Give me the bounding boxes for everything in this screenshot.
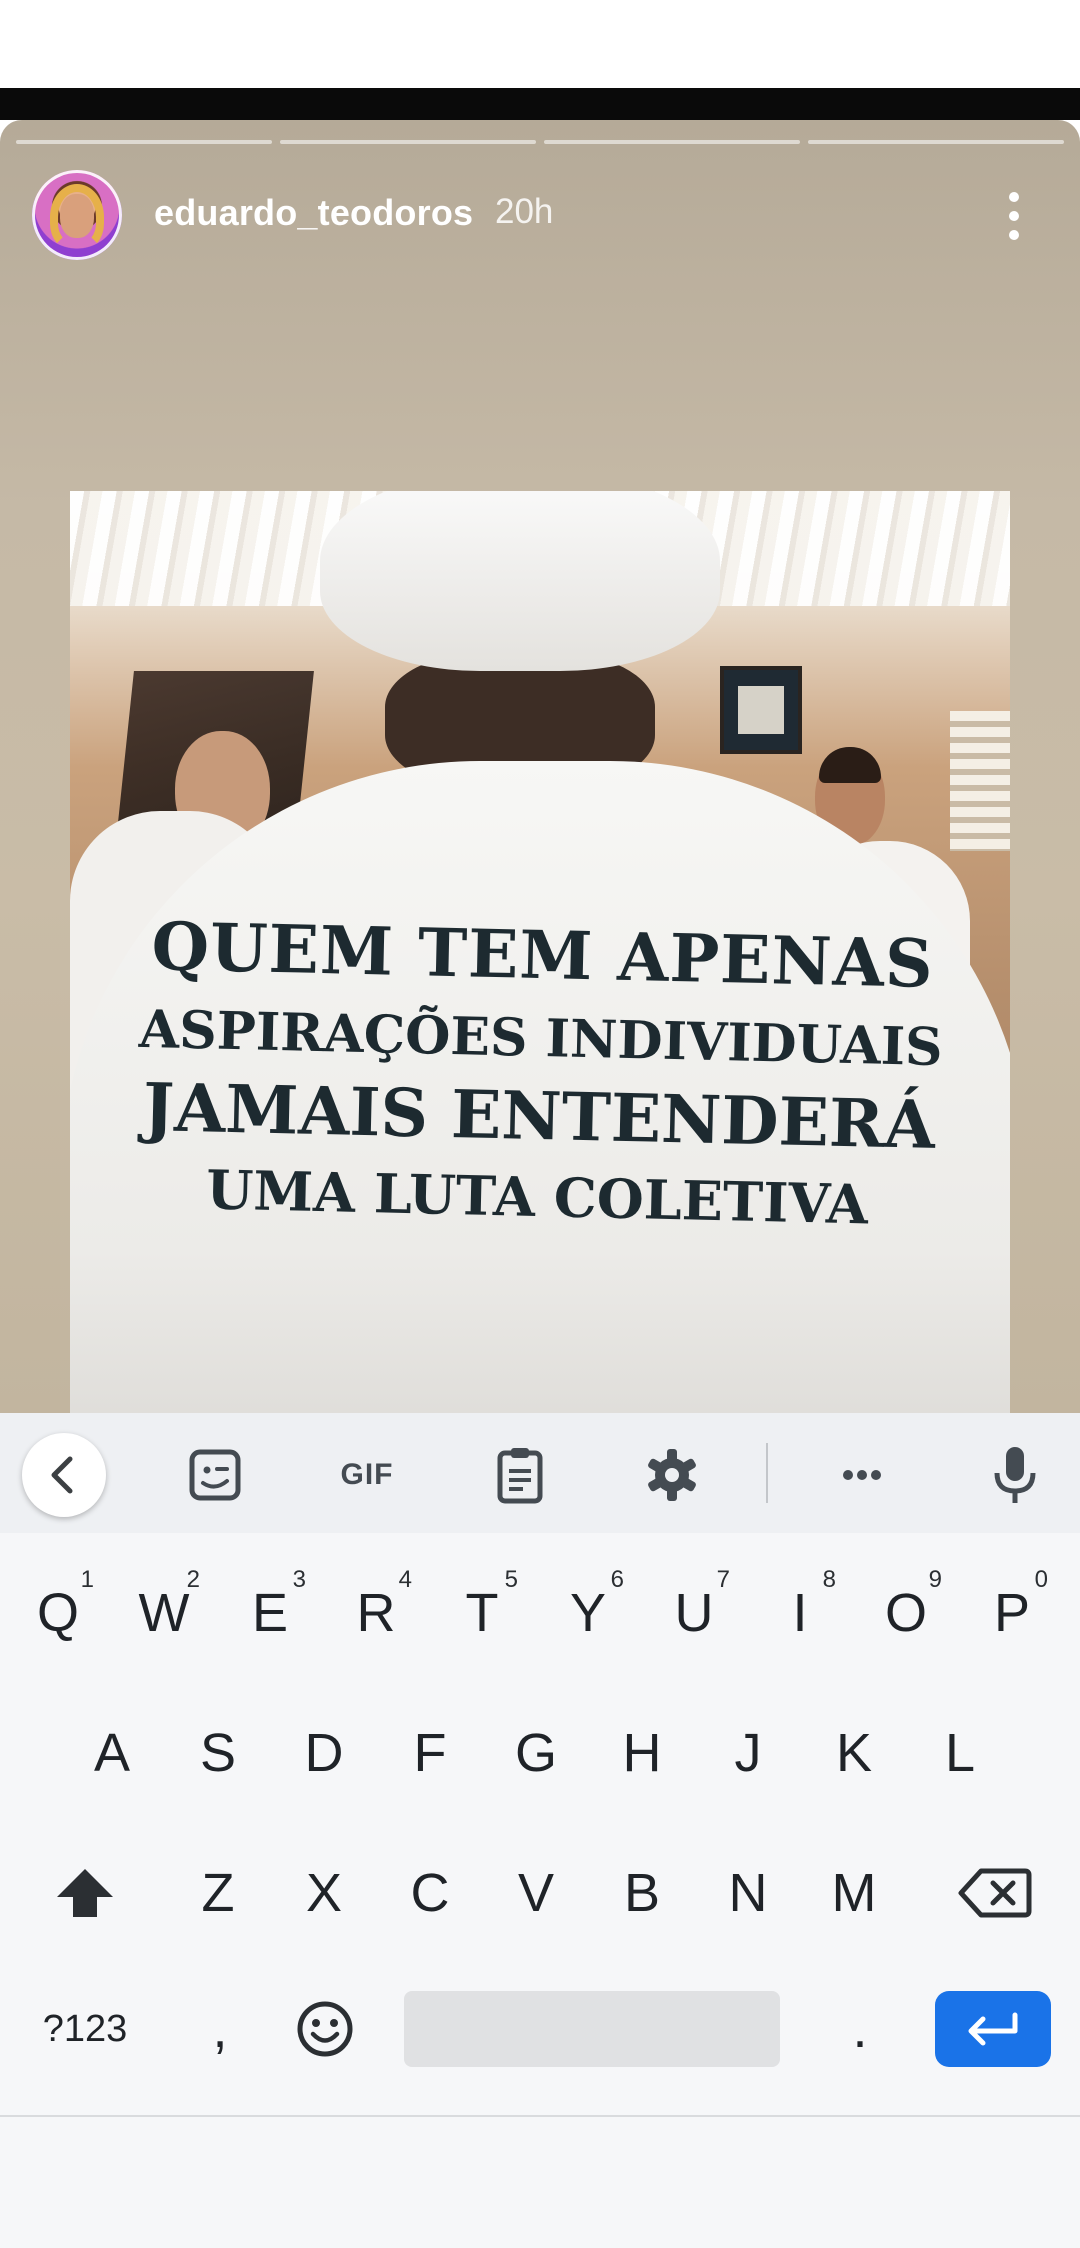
key-f[interactable]: F [413, 1723, 447, 1783]
key-label: I [792, 1583, 808, 1643]
gear-icon[interactable] [632, 1435, 712, 1515]
key-label: W [138, 1583, 190, 1643]
key-label: Y [569, 1583, 607, 1643]
key-d[interactable]: D [304, 1723, 344, 1783]
key-k[interactable]: K [835, 1723, 873, 1783]
key-o[interactable] [856, 1558, 956, 1668]
key-z[interactable]: Z [201, 1863, 235, 1923]
status-bar [0, 0, 1080, 88]
key-label: E [251, 1583, 289, 1643]
key-label: T [465, 1583, 499, 1643]
key-w[interactable] [114, 1558, 214, 1668]
shirt-text-line: JAMAIS ENTENDERÁ [142, 1068, 936, 1164]
clipboard-icon[interactable] [480, 1435, 560, 1515]
space-bar[interactable] [404, 1991, 780, 2067]
progress-segment [280, 140, 536, 144]
key-j[interactable]: J [734, 1723, 762, 1783]
key-n[interactable]: N [728, 1863, 768, 1923]
key-s[interactable]: S [199, 1723, 237, 1783]
key-v[interactable]: V [517, 1863, 555, 1923]
key-g[interactable]: G [514, 1723, 557, 1783]
period-key[interactable]: . [852, 1999, 868, 2059]
progress-segment [808, 140, 1064, 144]
key-label: Q [36, 1583, 79, 1643]
key-hint: 1 [80, 1566, 94, 1593]
top-black-bar [0, 88, 1080, 120]
key-hint: 7 [716, 1566, 730, 1593]
microphone-icon[interactable] [975, 1435, 1055, 1515]
shirt-text-line: UMA LUTA COLETIVA [205, 1157, 869, 1237]
key-hint: 6 [610, 1566, 624, 1593]
story-progress [16, 140, 1064, 144]
key-hint: 5 [504, 1566, 518, 1593]
comma-key[interactable]: , [212, 1999, 228, 2059]
key-i[interactable] [750, 1558, 850, 1668]
key-hint: 2 [186, 1566, 200, 1593]
story-time: 20h [495, 192, 554, 231]
chevron-left-icon[interactable] [22, 1433, 106, 1517]
key-b[interactable]: B [623, 1863, 661, 1923]
more-options-icon[interactable] [996, 186, 1032, 246]
shirt-text-line: ASPIRAÇÕES INDIVIDUAIS [138, 998, 944, 1079]
key-hint: 8 [822, 1566, 836, 1593]
key-y[interactable] [538, 1558, 638, 1668]
gif-button[interactable]: GIF [340, 1458, 394, 1491]
key-u[interactable] [644, 1558, 744, 1668]
navigation-bar [0, 2115, 1080, 2248]
backspace-icon[interactable] [940, 1838, 1050, 1948]
key-a[interactable]: A [93, 1723, 131, 1783]
key-h[interactable]: H [622, 1723, 662, 1783]
story-username[interactable]: eduardo_teodoros [154, 192, 474, 233]
key-label: U [674, 1583, 714, 1643]
story-photo [70, 491, 1010, 1413]
window-blinds [950, 711, 1010, 851]
keyboard-toolbar [0, 1413, 1080, 1533]
key-c[interactable]: C [410, 1863, 450, 1923]
symbols-key[interactable]: ?123 [42, 2007, 128, 2050]
key-p[interactable] [962, 1558, 1062, 1668]
key-l[interactable]: L [944, 1723, 976, 1783]
key-t[interactable] [432, 1558, 532, 1668]
shirt-text [70, 905, 1010, 1239]
shirt-text-line: QUEM TEM APENAS [150, 907, 935, 1003]
emoji-icon[interactable] [275, 1974, 375, 2084]
key-q[interactable] [8, 1558, 108, 1668]
key-r[interactable] [326, 1558, 426, 1668]
key-e[interactable] [220, 1558, 320, 1668]
key-hint: 9 [928, 1566, 942, 1593]
shift-icon[interactable] [35, 1838, 135, 1948]
white-turban [320, 491, 720, 671]
avatar[interactable] [32, 170, 122, 260]
avatar-face [60, 194, 94, 238]
key-hint: 0 [1034, 1566, 1048, 1593]
key-m[interactable]: M [831, 1863, 877, 1923]
key-label: P [993, 1583, 1031, 1643]
sticker-icon[interactable] [175, 1435, 255, 1515]
story-viewer[interactable] [0, 120, 1080, 1413]
keyboard [0, 1413, 1080, 2115]
progress-segment [16, 140, 272, 144]
key-hint: 3 [292, 1566, 306, 1593]
key-x[interactable]: X [305, 1863, 343, 1923]
key-label: O [884, 1583, 927, 1643]
progress-segment [544, 140, 800, 144]
wall-frame [720, 666, 802, 754]
key-label: R [356, 1583, 396, 1643]
key-hint: 4 [398, 1566, 412, 1593]
toolbar-divider [766, 1443, 768, 1503]
enter-arrow-icon[interactable] [935, 1991, 1051, 2067]
more-horizontal-icon[interactable] [822, 1435, 902, 1515]
